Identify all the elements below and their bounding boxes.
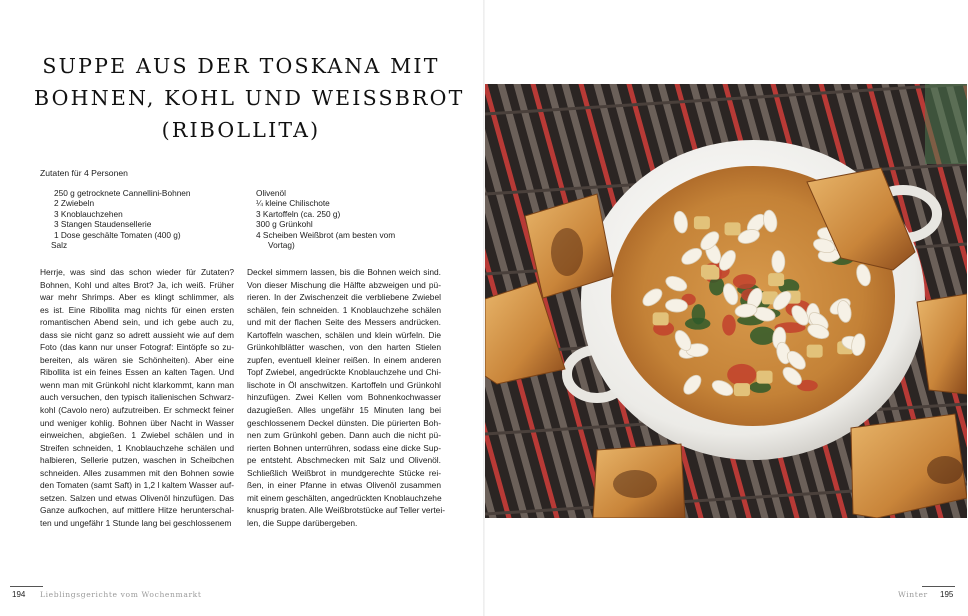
text-line: dass sie nicht ganz so adrett aussieht wie auf dem <box>40 329 234 340</box>
text-line: wenn man mit Grünkohl nicht klarkommt, kann man <box>40 379 234 390</box>
ingredient-item: 3 Kartoffeln (ca. 250 g) <box>256 208 341 219</box>
ingredient-item: ¼ kleine Chilischote <box>256 198 330 209</box>
text-line: den Tomaten (samt Saft) in 1,2 l kaltem Wasser auf- <box>40 480 234 491</box>
text-line: romantischen Abend sein, und ich gebe auch zu, <box>40 317 234 328</box>
ingredients-heading: Zutaten für 4 Personen <box>40 168 128 178</box>
text-line: Grünkohlblätter waschen, von den harten Stielen <box>247 342 441 353</box>
ingredients-list-left <box>51 188 239 251</box>
text-line: geschlossenem Deckel dünsten. Die pürierten Boh- <box>247 417 441 428</box>
text-line: ten und ungefähr 1 Stunde lang bei geschlossenem <box>40 517 232 528</box>
recipe-text-column-right <box>247 266 445 529</box>
text-line: ßen, in einer Pfanne in etwas Olivenöl zusammen <box>247 480 441 491</box>
text-line: pe entsteht. Abschmecken mit Salz und Olivenöl. <box>247 455 441 466</box>
text-line: Deckel simmern lassen, bis die Bohnen weich sind. <box>247 267 441 277</box>
title-line: SUPPE AUS DER TOSKANA MIT <box>42 54 440 78</box>
ingredient-item: 2 Zwiebeln <box>54 198 95 209</box>
text-line: Schließlich Weißbrot in mundgerechte Stücke rei- <box>247 467 441 478</box>
ingredient-item: Olivenöl <box>256 188 286 198</box>
glass <box>925 84 967 164</box>
page-number-left: 194 <box>12 590 26 599</box>
text-line: auch versuchen, den typisch italienischen Schwarz- <box>40 392 234 403</box>
text-line: es ist. Eine Ribollita mag nichts für einen ersten <box>40 304 234 315</box>
text-line: rieren. In der Zwischenzeit die verbliebene Zwiebel <box>247 292 441 303</box>
text-line: knusprig braten. Alle Weißbrotstücke auf Teller vertei- <box>247 505 445 516</box>
recipe-title <box>34 50 465 146</box>
text-line: und mit der flachen Seite des Messers andrücken. <box>247 317 441 328</box>
text-line: rierten Bohnen unterrühren, sodass eine dicke Sup- <box>247 442 441 453</box>
text-line: kohl (Cavolo nero) aufzutreiben. Er schmeckt feiner <box>40 405 234 416</box>
title-line: BOHNEN, KOHL UND WEISSBROT <box>34 86 465 110</box>
text-line: Topf Zwiebel, angedrückte Knoblauchzehe und Chi- <box>247 367 441 378</box>
text-line: nen zum Grünkohl geben. Dann auch die nicht pü- <box>247 430 441 441</box>
soup-photo <box>485 84 967 518</box>
text-line: Foto (das kann nur unser Fotograf: Eintöpfe so zu- <box>40 342 234 353</box>
text-line: Bohnen, Kohl und altes Brot? Ja, ich weiß. Früher <box>40 279 234 290</box>
ingredient-item: Vortag) <box>268 240 295 251</box>
ribollita-illustration <box>485 84 967 518</box>
ingredient-item: 300 g Grünkohl <box>256 219 313 230</box>
text-line: dazugießen. Alles ungefähr 15 Minuten lang bei <box>247 405 441 416</box>
text-line: len, die Suppe darübergeben. <box>247 517 358 528</box>
text-line: lischote in Öl anschwitzen. Kartoffeln und Grünkohl <box>247 379 441 390</box>
page-number-right: 195 <box>940 590 954 599</box>
ingredient-item: 250 g getrocknete Cannellini-Bohnen <box>54 188 191 198</box>
recipe-text-column-left <box>40 266 234 529</box>
text-line: Ganze aufkochen, auf mittlere Hitze herunterschal- <box>40 505 234 516</box>
text-line: schälen, fein schneiden. 1 Knoblauchzehe schälen <box>247 304 441 315</box>
running-title-right: Winter <box>898 590 928 599</box>
footer-rule-left <box>10 586 43 587</box>
text-line: Herrje, was sind das schon wieder für Zutaten? <box>40 267 234 277</box>
ingredient-item: 4 Scheiben Weißbrot (am besten vom <box>256 229 396 240</box>
ingredients-list-right <box>256 188 431 250</box>
text-line: einweichen, abgießen. 1 Zwiebel schälen und in <box>40 430 234 441</box>
running-title-left: Lieblingsgerichte vom Wochenmarkt <box>40 590 202 599</box>
ingredient-item: 3 Stangen Staudensellerie <box>54 219 152 230</box>
text-line: halbieren, Sellerie putzen, waschen in Scheibchen <box>40 455 234 466</box>
title-line: (RIBOLLITA) <box>161 118 321 142</box>
text-line: hinzufügen. Zwei Kellen vom Bohnenkochwasser <box>247 392 441 403</box>
text-line: Von dieser Mischung die Hälfte abzweigen und pü- <box>247 279 441 290</box>
text-line: mit einem geschälten, angedrückten Knoblauchzehe <box>247 492 442 503</box>
text-line: und weniger kohlig. Bohnen über Nacht in Wasser <box>40 417 234 428</box>
text-line: Kartoffeln waschen, schälen und klein würfeln. Die <box>247 329 441 340</box>
footer-rule-right <box>922 586 955 587</box>
ingredient-item: Salz <box>51 240 68 251</box>
text-line: Streifen schneiden, 1 Knoblauchzehe schälen und <box>40 442 234 453</box>
text-line: setzen. Salzen und etwas Olivenöl hinzufügen. Das <box>40 492 234 503</box>
text-line: bereiten, als wären sie Schönheiten). Aber eine <box>40 354 234 365</box>
ingredient-item: 1 Dose geschälte Tomaten (400 g) <box>54 229 181 240</box>
text-line: schneiden. Alles zusammen mit den Bohnen sowie <box>40 467 234 478</box>
text-line: zupfen, eventuell kleiner reißen. In einem anderen <box>247 354 441 365</box>
text-line: Ribollita ist ein feines Essen an kalten Tagen. Und <box>40 367 234 378</box>
ingredient-item: 3 Knoblauchzehen <box>54 208 123 219</box>
text-line: war mehr Shrimps. Aber es klingt schlimmer, als <box>40 292 234 303</box>
